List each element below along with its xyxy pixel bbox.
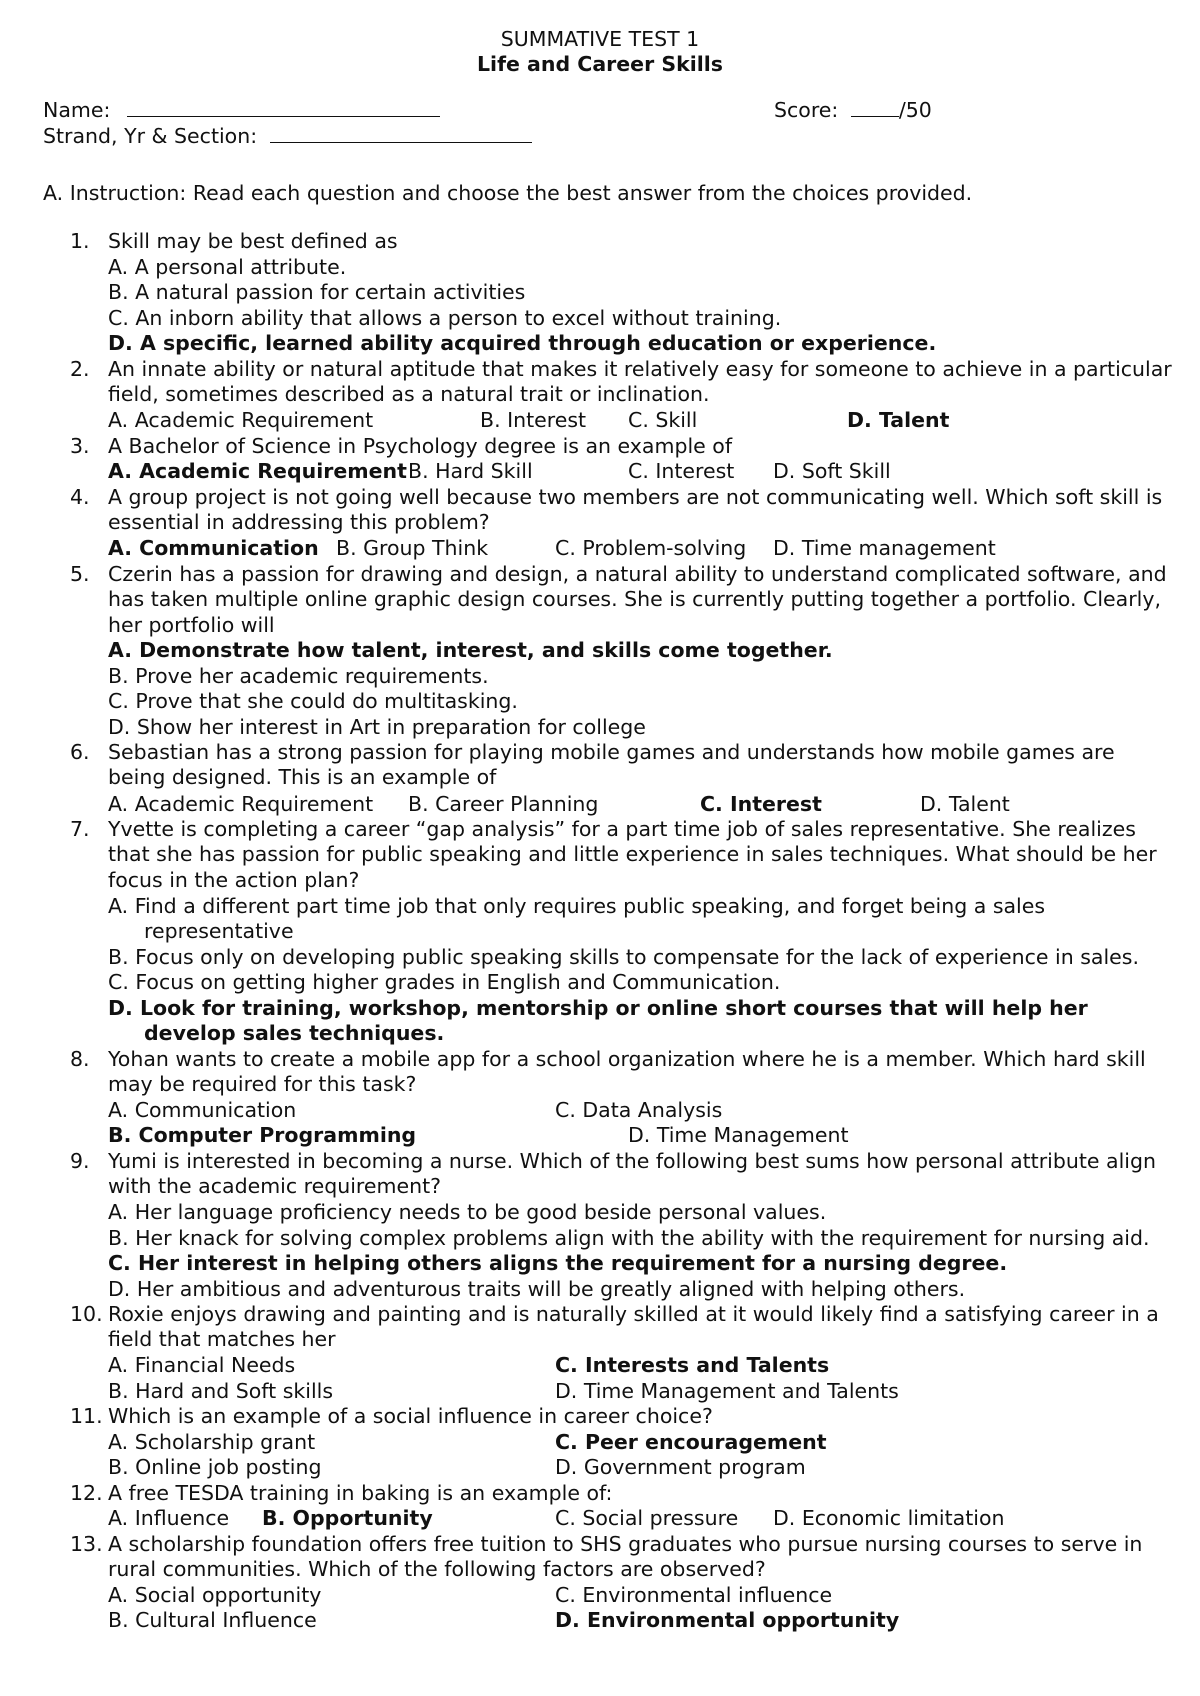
option-b[interactable]: B. A natural passion for certain activities (108, 280, 526, 304)
question-stem: Yumi is interested in becoming a nurse. Which of the following best sums how personal attribute align (108, 1149, 1156, 1173)
option-c[interactable]: C. An inborn ability that allows a person to excel without training. (108, 306, 782, 330)
option-d-correct[interactable]: D. Environmental opportunity (555, 1608, 900, 1632)
question-stem: essential in addressing this problem? (108, 510, 490, 535)
test-subtitle: Life and Career Skills (476, 52, 723, 76)
option-a[interactable]: A. Social opportunity (108, 1583, 322, 1607)
option-b[interactable]: B. Career Planning (408, 792, 599, 816)
option-b[interactable]: B. Cultural Influence (108, 1608, 317, 1632)
score-blank[interactable] (851, 98, 899, 117)
question-stem: has taken multiple online graphic design courses. She is currently putting together a portfolio. Clearly, (108, 587, 1161, 612)
question-stem: Which is an example of a social influence in career choice? (108, 1404, 713, 1428)
option-b[interactable]: B. Focus only on developing public speaking skills to compensate for the lack of experience in sales. (108, 945, 1139, 969)
question-number: 7. (70, 817, 90, 841)
option-d-correct[interactable]: D. Look for training, workshop, mentorship or online short courses that will help her (108, 996, 1088, 1020)
option-d[interactable]: D. Time Management (628, 1123, 849, 1147)
option-b[interactable]: B. Hard and Soft skills (108, 1379, 334, 1403)
test-title: SUMMATIVE TEST 1 (500, 27, 700, 51)
score-total: /50 (898, 98, 932, 122)
option-b[interactable]: B. Interest (480, 408, 587, 432)
option-c-correct[interactable]: C. Interest (700, 792, 822, 816)
question-number: 6. (70, 740, 90, 764)
question-stem: focus in the action plan? (108, 867, 360, 892)
question-number: 2. (70, 357, 90, 381)
option-b[interactable]: B. Group Think (336, 536, 489, 560)
question-stem: that she has passion for public speaking and little experience in sales techniques. What should be her (108, 842, 1157, 867)
option-a[interactable]: A. Scholarship grant (108, 1430, 316, 1454)
question-number: 13. (70, 1532, 103, 1556)
question-stem: A scholarship foundation offers free tuition to SHS graduates who pursue nursing courses to serve in (108, 1532, 1143, 1556)
option-c-correct[interactable]: C. Interests and Talents (555, 1353, 830, 1377)
option-b-correct[interactable]: B. Opportunity (262, 1506, 433, 1530)
question-stem: A Bachelor of Science in Psychology degree is an example of (108, 434, 733, 458)
option-a[interactable]: A. Her language proficiency needs to be good beside personal values. (108, 1200, 827, 1224)
question-number: 4. (70, 485, 90, 509)
option-b[interactable]: B. Online job posting (108, 1455, 322, 1479)
option-d[interactable]: D. Talent (920, 792, 1010, 816)
question-stem: Sebastian has a strong passion for playing mobile games and understands how mobile games are (108, 740, 1115, 764)
option-a-correct[interactable]: A. Demonstrate how talent, interest, and skills come together. (108, 638, 833, 662)
question-stem: rural communities. Which of the following factors are observed? (108, 1557, 766, 1582)
question-stem: being designed. This is an example of (108, 765, 497, 790)
option-c[interactable]: C. Problem-solving (555, 536, 747, 560)
option-d[interactable]: D. Time Management and Talents (555, 1379, 899, 1403)
name-blank[interactable] (127, 98, 440, 117)
question-stem: A group project is not going well because two members are not communicating well. Which soft skill is (108, 485, 1163, 509)
option-a[interactable]: A. A personal attribute. (108, 255, 347, 279)
option-c-correct[interactable]: C. Her interest in helping others aligns the requirement for a nursing degree. (108, 1251, 1008, 1275)
question-stem: Skill may be best defined as (108, 229, 398, 253)
option-d[interactable]: D. Government program (555, 1455, 806, 1479)
question-number: 3. (70, 434, 90, 458)
option-d[interactable]: D. Her ambitious and adventurous traits will be greatly aligned with helping others. (108, 1277, 966, 1301)
option-c[interactable]: C. Skill (628, 408, 698, 432)
question-number: 8. (70, 1047, 90, 1071)
score-label: Score: (774, 98, 839, 122)
option-a[interactable]: A. Find a different part time job that only requires public speaking, and forget being a sales (108, 894, 1046, 918)
option-a-correct[interactable]: A. Communication (108, 536, 319, 560)
option-a[interactable]: A. Academic Requirement (108, 408, 374, 432)
option-b[interactable]: B. Her knack for solving complex problems align with the ability with the requirement for nursing aid. (108, 1226, 1150, 1250)
option-c-correct[interactable]: C. Peer encouragement (555, 1430, 827, 1454)
question-stem: field that matches her (108, 1327, 336, 1352)
strand-row (43, 124, 532, 149)
option-b[interactable]: B. Hard Skill (408, 459, 533, 483)
strand-blank[interactable] (270, 124, 532, 143)
option-d[interactable]: D. Show her interest in Art in preparation for college (108, 715, 646, 739)
question-stem: Yvette is completing a career “gap analysis” for a part time job of sales representative. She realizes (108, 817, 1136, 841)
option-a[interactable]: A. Influence (108, 1506, 230, 1530)
question-number: 11. (70, 1404, 103, 1428)
instruction: A. Instruction: Read each question and choose the best answer from the choices provided. (43, 181, 973, 205)
option-d-continued[interactable]: develop sales techniques. (144, 1021, 445, 1045)
question-stem: her portfolio will (108, 612, 275, 637)
question-number: 9. (70, 1149, 90, 1173)
option-b-correct[interactable]: B. Computer Programming (108, 1123, 417, 1147)
option-c[interactable]: C. Data Analysis (555, 1098, 723, 1122)
question-number: 10. (70, 1302, 103, 1326)
option-d[interactable]: D. Soft Skill (773, 459, 891, 483)
option-a[interactable]: A. Financial Needs (108, 1353, 296, 1377)
name-row (43, 98, 440, 123)
option-a[interactable]: A. Academic Requirement (108, 792, 374, 816)
question-stem: Roxie enjoys drawing and painting and is naturally skilled at it would likely find a satisfying career in a (108, 1302, 1159, 1326)
question-number: 12. (70, 1481, 103, 1505)
question-stem: Yohan wants to create a mobile app for a school organization where he is a member. Which hard skill (108, 1047, 1146, 1071)
option-c[interactable]: C. Prove that she could do multitasking. (108, 689, 518, 713)
name-label: Name: (43, 98, 111, 122)
question-stem: A free TESDA training in baking is an example of: (108, 1481, 613, 1505)
option-c[interactable]: C. Social pressure (555, 1506, 739, 1530)
question-number: 5. (70, 562, 90, 586)
score-row (774, 98, 932, 123)
option-d[interactable]: D. Economic limitation (773, 1506, 1005, 1530)
option-a-continued[interactable]: representative (144, 919, 294, 943)
option-a[interactable]: A. Communication (108, 1098, 297, 1122)
option-d-correct[interactable]: D. Talent (847, 408, 950, 432)
option-c[interactable]: C. Environmental influence (555, 1583, 833, 1607)
option-b[interactable]: B. Prove her academic requirements. (108, 664, 489, 688)
strand-label: Strand, Yr & Section: (43, 124, 258, 148)
option-c[interactable]: C. Focus on getting higher grades in English and Communication. (108, 970, 781, 994)
option-a-correct[interactable]: A. Academic Requirement (108, 459, 407, 483)
option-d[interactable]: D. Time management (773, 536, 996, 560)
option-c[interactable]: C. Interest (628, 459, 735, 483)
question-number: 1. (70, 229, 90, 253)
question-stem: field, sometimes described as a natural trait or inclination. (108, 382, 710, 407)
question-stem: An innate ability or natural aptitude that makes it relatively easy for someone to achieve in a particular (108, 357, 1172, 381)
question-stem: may be required for this task? (108, 1072, 417, 1097)
question-stem: Czerin has a passion for drawing and design, a natural ability to understand complicated software, and (108, 562, 1167, 586)
option-d-correct[interactable]: D. A specific, learned ability acquired through education or experience. (108, 331, 937, 355)
question-stem: with the academic requirement? (108, 1174, 442, 1199)
